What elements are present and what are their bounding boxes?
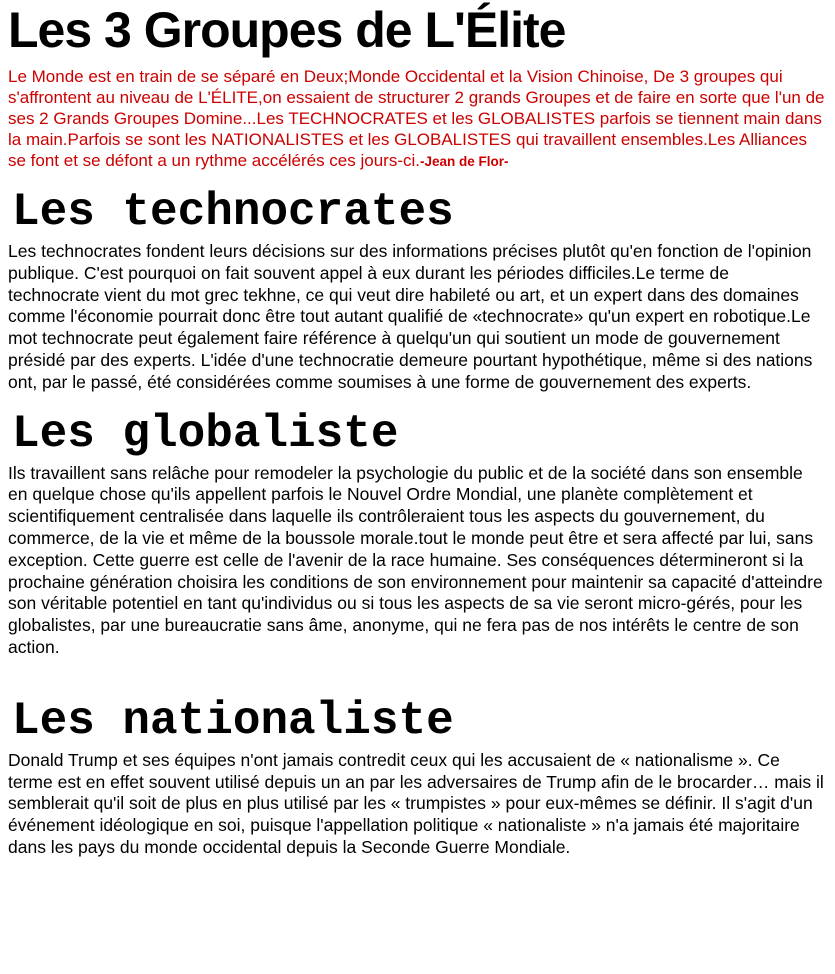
- section-technocrates: [0, 186, 835, 394]
- section-heading-technocrates: Les technocrates: [12, 186, 454, 238]
- author-signature: -Jean de Flor-: [419, 154, 509, 169]
- section-heading-globaliste: Les globaliste: [12, 407, 399, 460]
- section-body-nationaliste: Donald Trump et ses équipes n'ont jamais contredit ceux qui les accusaient de « nationalisme ». Ce terme est en effet souvent utilisé depuis un an par les adversaires de Trump afin de le brocarder… mais il semblerait qu'il soit de plus en plus utilisé par les « trumpistes » pour eux-mêmes se définir. Il s'agit d'un événement idéologique en soi, puisque l'appellation politique « nationaliste » n'a jamais été majoritaire dans les pays du monde occidental depuis la Seconde Guerre Mondiale.: [8, 749, 824, 857]
- section-body-technocrates: Les technocrates fondent leurs décisions sur des informations précises plutôt qu'en fonction de l'opinion publique. C'est pourquoi on fait souvent appel à eux durant les périodes difficiles.Le terme de technocrate vient du mot grec tekhne, ce qui veut dire habileté ou art, et un expert dans des domaines comme l'économie pourrait donc être tout autant qualifié de «technocrate» qu'un expert en robotique.Le mot technocrate peut également faire référence à quelqu'un qui soutient un mode de gouvernement présidé par des experts. L'idée d'une technocratie demeure pourtant hypothétique, même si des nations ont, par le passé, été considérées comme soumises à une forme de gouvernement des experts.: [8, 241, 813, 392]
- section-globaliste: [0, 408, 835, 659]
- intro-text: Le Monde est en train de se séparé en Deux;Monde Occidental et la Vision Chinoise, De 3 groupes qui s'affrontent au niveau de L'ÉLITE,on essaient de structurer 2 grands Groupes et de faire en sorte que l'un de ses 2 Grands Groupes Domine...Les TECHNOCRATES et les GLOBALISTES parfois se tiennent main dans la main.Parfois se sont les NATIONALISTES et les GLOBALISTES qui travaillent ensembles.Les Alliances se font et se défont a un rythme accélérés ces jours-ci.: [8, 67, 825, 170]
- intro-paragraph: [8, 66, 825, 172]
- section-heading-nationaliste: Les nationaliste: [12, 694, 454, 747]
- section-body-globaliste: Ils travaillent sans relâche pour remodeler la psychologie du public et de la société dans son ensemble en quelque chose qu'ils appellent parfois le Nouvel Ordre Mondial, une planète complètement et scientifiquement centralisée dans laquelle ils contrôleraient tous les aspects du gouvernement, du commerce, de la vie et même de la boussole morale.tout le monde peut être et sera affecté par lui, sans exception. Cette guerre est celle de l'avenir de la race humaine. Ses conséquences détermineront si la prochaine génération choisira les conditions de son environnement pour maintenir sa capacité d'atteindre son véritable potentiel en tant qu'individus ou si tous les aspects de sa vie seront micro-gérés, pour les globalistes, par une bureaucratie sans âme, anonyme, qui ne fera pas de nos intérêts le centre de son action.: [8, 462, 823, 657]
- page-title: Les 3 Groupes de L'Élite: [8, 2, 566, 58]
- section-nationaliste: [0, 695, 835, 859]
